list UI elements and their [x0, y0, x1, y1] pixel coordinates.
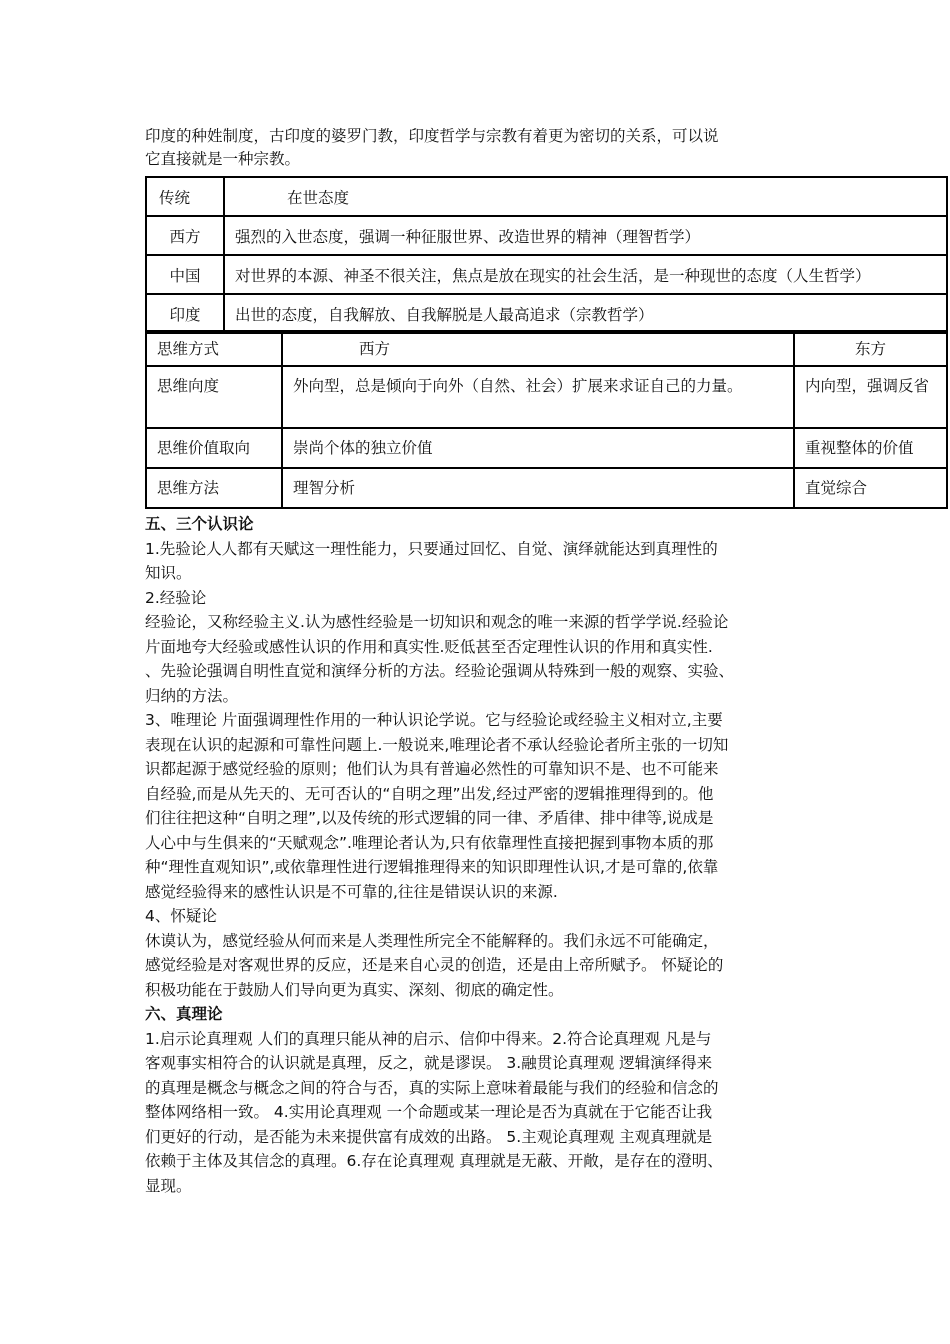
intro-paragraph [145, 125, 835, 171]
text-line: 的真理是概念与概念之间的符合与否，真的实际上意味着最能与我们的经验和信念的 [145, 1078, 719, 1097]
section-heading: 六、真理论 [145, 1005, 223, 1023]
table-cell: 中国 [146, 255, 224, 294]
text-line: 人心中与生俱来的“天赋观念”.唯理论者认为,只有依靠理性直接把握到事物本质的那 [145, 833, 714, 852]
text-line: 1.启示论真理观 人们的真理只能从神的启示、信仰中得来。2.符合论真理观 凡是与 [145, 1029, 712, 1048]
table-row [146, 255, 947, 294]
table-row [146, 366, 947, 428]
text-line: 自经验,而是从先天的、无可否认的“自明之理”出发,经过严密的逻辑推理得到的。他 [145, 784, 714, 803]
text-line: 整体网络相一致。 4.实用论真理观 一个命题或某一理论是否为真就在于它能否让我 [145, 1103, 713, 1121]
table-cell: 印度 [146, 294, 224, 333]
table-cell: 思维方法 [146, 468, 282, 508]
text-line: 知识。 [145, 564, 192, 582]
text-line: 客观事实相符合的认识就是真理，反之，就是谬误。 3.融贯论真理观 逻辑演绎得来 [145, 1054, 713, 1072]
table-cell: 西方 [282, 331, 794, 366]
text-line: 表现在认识的起源和可靠性问题上.一般说来,唯理论者不承认经验论者所主张的一切知 [145, 735, 729, 754]
text-line: 积极功能在于鼓励人们导向更为真实、深刻、彻底的确定性。 [145, 980, 564, 999]
table-cell: 直觉综合 [794, 468, 947, 508]
text-line: 、先验论强调自明性直觉和演绎分析的方法。经验论强调从特殊到一般的观察、实验、 [145, 662, 735, 680]
table-row [146, 428, 947, 468]
table-cell: 强烈的入世态度，强调一种征服世界、改造世界的精神（理智哲学） [224, 216, 947, 255]
text-line: 种“理性直观知识”,或依靠理性进行逻辑推理得来的知识即理性认识,才是可靠的,依靠 [145, 858, 719, 876]
text-line: 感觉经验是对客观世界的反应，还是来自心灵的创造，还是由上帝所赋予。 怀疑论的 [145, 956, 724, 974]
table-row [146, 216, 947, 255]
table-cell: 传统 [146, 177, 224, 216]
table-cell: 在世态度 [224, 177, 947, 216]
table-cell: 重视整体的价值 [794, 428, 947, 468]
table-cell: 出世的态度，自我解放、自我解脱是人最高追求（宗教哲学） [224, 294, 947, 333]
thinking-mode-table [145, 330, 948, 509]
text-line: 休谟认为，感觉经验从何而来是人类理性所完全不能解释的。我们永远不可能确定， [145, 931, 719, 950]
table-cell: 内向型，强调反省 [794, 366, 947, 428]
table-header-row [146, 177, 947, 216]
text-line: 识都起源于感觉经验的原则；他们认为具有普遍必然性的可靠知识不是、也不可能来 [145, 760, 719, 778]
text-line: 经验论，又称经验主义.认为感性经验是一切知识和观念的唯一来源的哲学学说.经验论 [145, 613, 729, 631]
world-attitude-table [145, 176, 948, 334]
text-line: 们往往把这种“自明之理”,以及传统的形式逻辑的同一律、矛盾律、排中律等,说成是 [145, 809, 714, 827]
table-cell: 崇尚个体的独立价值 [282, 428, 794, 468]
text-line: 归纳的方法。 [145, 686, 239, 705]
section-heading: 五、三个认识论 [145, 515, 254, 533]
table-cell: 西方 [146, 216, 224, 255]
table-row [146, 468, 947, 508]
text-line: 感觉经验得来的感性认识是不可靠的,往往是错误认识的来源. [145, 882, 558, 901]
table-cell: 理智分析 [282, 468, 794, 508]
table-cell: 思维价值取向 [146, 428, 282, 468]
body-text [145, 512, 825, 1198]
text-line: 1.先验论人人都有天赋这一理性能力，只要通过回忆、自觉、演绎就能达到真理性的 [145, 539, 718, 558]
text-line: 3、唯理论 片面强调理性作用的一种认识论学说。它与经验论或经验主义相对立,主要 [145, 711, 723, 729]
table-header-row [146, 331, 947, 366]
table-cell: 对世界的本源、神圣不很关注，焦点是放在现实的社会生活，是一种现世的态度（人生哲学） [224, 255, 947, 294]
table-row [146, 294, 947, 333]
table-cell: 思维方式 [146, 331, 282, 366]
table-cell: 外向型，总是倾向于向外（自然、社会）扩展来求证自己的力量。 [282, 366, 794, 428]
table-cell: 东方 [794, 331, 947, 366]
text-line: 4、怀疑论 [145, 907, 217, 925]
intro-line: 印度的种姓制度，古印度的婆罗门教，印度哲学与宗教有着更为密切的关系，可以说 [145, 127, 719, 145]
text-line: 2.经验论 [145, 588, 207, 607]
intro-line: 它直接就是一种宗教。 [145, 150, 301, 168]
text-line: 们更好的行动，是否能为未来提供富有成效的出路。 5.主观论真理观 主观真理就是 [145, 1127, 713, 1146]
table-cell: 思维向度 [146, 366, 282, 428]
text-line: 片面地夸大经验或感性认识的作用和真实性.贬低甚至否定理性认识的作用和真实性. [145, 637, 713, 656]
text-line: 依赖于主体及其信念的真理。6.存在论真理观 真理就是无蔽、开敞，是存在的澄明、 [145, 1152, 723, 1170]
text-line: 显现。 [145, 1176, 192, 1195]
